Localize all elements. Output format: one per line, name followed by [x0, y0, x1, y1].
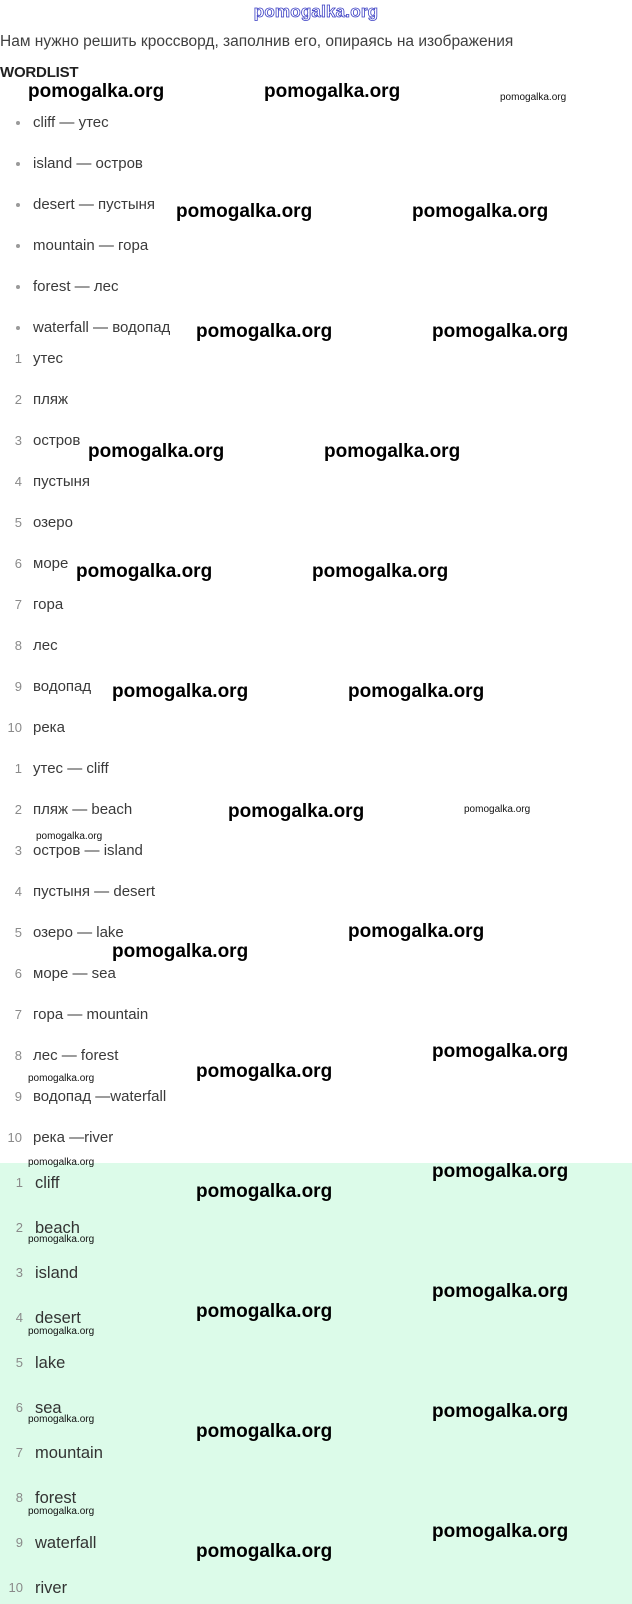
watermark: pomogalka.org: [112, 681, 249, 702]
list-item: 6 море — sea: [14, 965, 116, 982]
list-item: island — остров: [0, 152, 632, 176]
watermark: pomogalka.org: [88, 441, 225, 462]
list-item: 1 утес: [14, 350, 64, 367]
watermark: pomogalka.org: [196, 321, 333, 342]
list-item: 7 гора — mountain: [14, 1006, 149, 1023]
watermark: pomogalka.org: [28, 1157, 95, 1168]
watermark: pomogalka.org: [264, 81, 401, 102]
list-item: 5 озеро — lake: [14, 924, 124, 941]
watermark: pomogalka.org: [28, 1414, 95, 1425]
watermark: pomogalka.org: [196, 1541, 333, 1562]
watermark: pomogalka.org: [432, 1281, 569, 1302]
watermark: pomogalka.org: [112, 941, 249, 962]
list-item: 9 водопад: [14, 678, 92, 695]
watermark: pomogalka.org: [196, 1061, 333, 1082]
list-item: waterfall — водопад: [0, 316, 632, 340]
bullet-icon: [16, 326, 20, 330]
answer-row: 2 beach: [15, 1219, 80, 1237]
watermark: pomogalka.org: [348, 681, 485, 702]
list-item: 7 гора: [14, 596, 64, 613]
answer-row: 8 forest: [15, 1489, 77, 1507]
watermark: pomogalka.org: [28, 1326, 95, 1337]
site-logo[interactable]: pomogalka.org: [253, 2, 379, 21]
watermark: pomogalka.org: [312, 561, 449, 582]
list-item: 8 лес — forest: [14, 1047, 119, 1064]
watermark: pomogalka.org: [196, 1421, 333, 1442]
watermark: pomogalka.org: [432, 1161, 569, 1182]
list-item: forest — лес: [0, 275, 632, 299]
answer-row: 7 mountain: [15, 1444, 103, 1462]
watermark: pomogalka.org: [176, 201, 313, 222]
watermark: pomogalka.org: [36, 831, 103, 842]
wordlist-heading: WORDLIST: [0, 64, 79, 81]
watermark: pomogalka.org: [228, 801, 365, 822]
list-item: 2 пляж — beach: [14, 801, 133, 818]
list-item: 9 водопад —waterfall: [14, 1088, 167, 1105]
watermark: pomogalka.org: [464, 804, 531, 815]
answer-row: 4 desert: [15, 1309, 81, 1327]
answer-row: 9 waterfall: [15, 1534, 97, 1552]
watermark: pomogalka.org: [76, 561, 213, 582]
bullet-icon: [16, 285, 20, 289]
list-item: 2 пляж: [14, 391, 69, 408]
list-item: 8 лес: [14, 637, 58, 654]
watermark: pomogalka.org: [28, 1234, 95, 1245]
answer-row: 1 cliff: [15, 1174, 60, 1192]
watermark: pomogalka.org: [28, 1073, 95, 1084]
watermark: pomogalka.org: [432, 321, 569, 342]
watermark: pomogalka.org: [500, 92, 567, 103]
watermark: pomogalka.org: [324, 441, 461, 462]
watermark: pomogalka.org: [432, 1521, 569, 1542]
bullet-icon: [16, 121, 20, 125]
watermark: pomogalka.org: [28, 1506, 95, 1517]
list-item: 4 пустыня — desert: [14, 883, 156, 900]
list-item: 3 остров — island: [14, 842, 143, 859]
list-item: 4 пустыня: [14, 473, 91, 490]
bullet-icon: [16, 244, 20, 248]
task-intro: Нам нужно решить кроссворд, заполнив его, опираясь на изображения: [0, 33, 514, 50]
list-item: cliff — утес: [0, 111, 632, 135]
answer-row: 10 river: [8, 1579, 68, 1597]
list-item: desert — пустыня: [0, 193, 632, 217]
watermark: pomogalka.org: [28, 81, 165, 102]
watermark: pomogalka.org: [348, 921, 485, 942]
list-item: mountain — гора: [0, 234, 632, 258]
watermark: pomogalka.org: [196, 1301, 333, 1322]
watermark: pomogalka.org: [432, 1041, 569, 1062]
list-item: 10 река: [7, 719, 65, 736]
list-item: 5 озеро: [14, 514, 73, 531]
answer-row: 5 lake: [15, 1354, 66, 1372]
answer-row: 6 sea: [15, 1399, 62, 1417]
bullet-icon: [16, 162, 20, 166]
list-item: 6 море: [14, 555, 69, 572]
list-item: 10 река —river: [7, 1129, 114, 1146]
list-item: 3 остров: [14, 432, 81, 449]
watermark: pomogalka.org: [412, 201, 549, 222]
bullet-icon: [16, 203, 20, 207]
watermark: pomogalka.org: [432, 1401, 569, 1422]
watermark: pomogalka.org: [196, 1181, 333, 1202]
list-item: 1 утес — cliff: [14, 760, 109, 777]
answer-row: 3 island: [15, 1264, 79, 1282]
